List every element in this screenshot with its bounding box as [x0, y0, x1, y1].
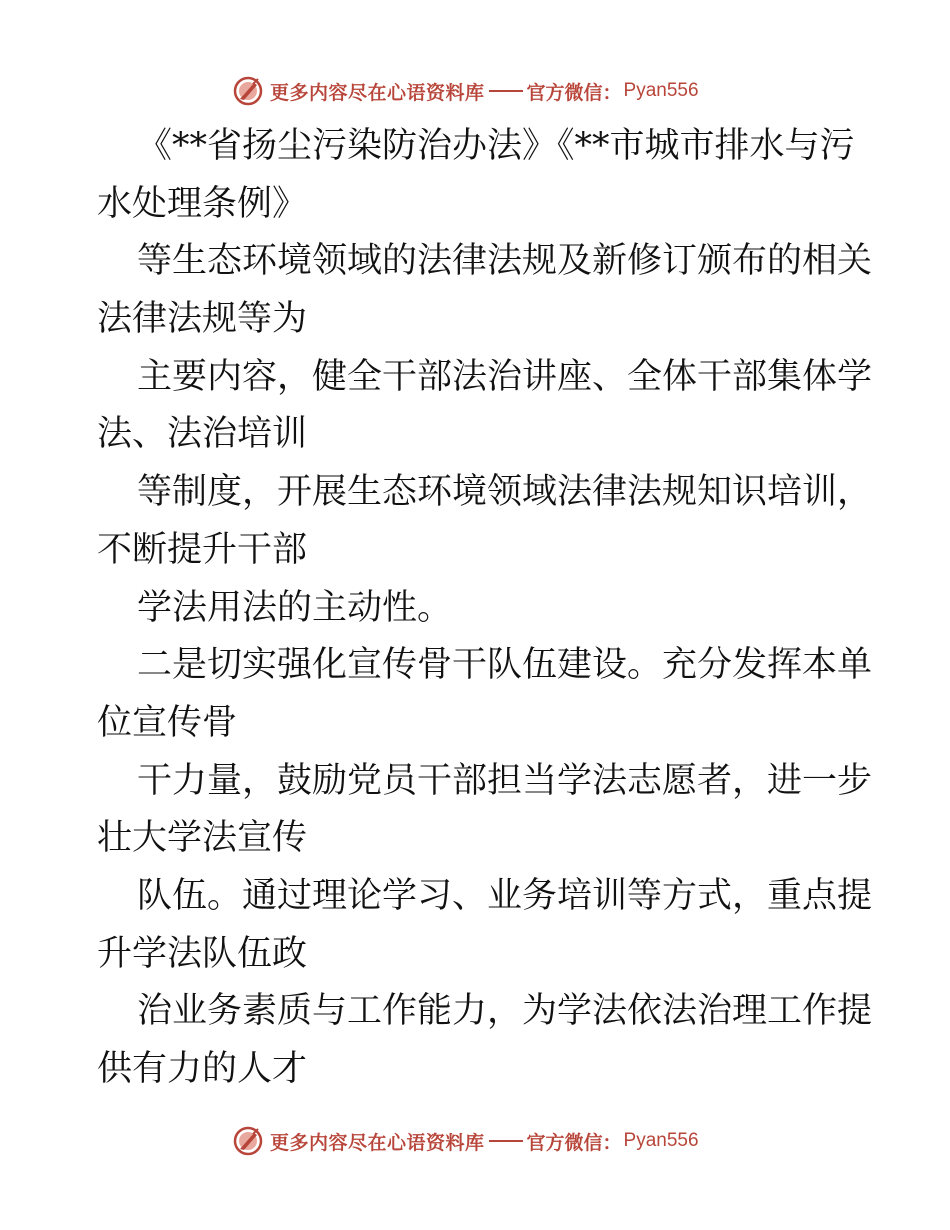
text-line: 队伍。通过理论学习、业务培训等方式，重点提: [137, 875, 873, 916]
quill-logo-icon: [232, 75, 264, 107]
text-line: 法、法治培训: [97, 414, 308, 455]
text-line: 不断提升干部: [97, 529, 308, 570]
quill-logo-icon: [232, 1125, 264, 1157]
footer-banner: [232, 1124, 699, 1158]
body-text: [97, 118, 873, 1099]
footer-wechat-label: 官方微信：: [526, 1131, 622, 1154]
text-line: 法律法规等为: [97, 299, 308, 340]
text-line: 升学法队伍政: [97, 933, 308, 974]
text-line: 位宣传骨: [97, 702, 238, 743]
header-dash: [489, 90, 523, 92]
text-line: 等制度，开展生态环境领域法律法规知识培训，: [137, 472, 873, 513]
text-line: 《**省扬尘污染防治办法》《**市城市排水与污: [137, 126, 855, 166]
footer-wechat-id: Pyan556: [623, 1130, 699, 1151]
header-wechat-label: 官方微信：: [526, 81, 622, 104]
text-line: 主要内容，健全干部法治讲座、全体干部集体学: [137, 356, 873, 397]
header-wechat-id: Pyan556: [623, 80, 699, 101]
text-line: 水处理条例》: [97, 183, 308, 224]
header-site-text: 更多内容尽在心语资料库: [270, 81, 485, 104]
header-banner: [232, 74, 699, 108]
text-line: 学法用法的主动性。: [137, 587, 453, 628]
footer-site-text: 更多内容尽在心语资料库: [270, 1131, 485, 1154]
footer-dash: [489, 1140, 523, 1142]
text-line: 治业务素质与工作能力，为学法依法治理工作提: [137, 991, 873, 1032]
text-line: 供有力的人才: [97, 1049, 308, 1089]
text-line: 等生态环境领域的法律法规及新修订颁布的相关: [137, 241, 873, 282]
text-line: 干力量，鼓励党员干部担当学法志愿者，进一步: [137, 760, 873, 801]
text-line: 壮大学法宣传: [97, 818, 308, 859]
text-line: 二是切实强化宣传骨干队伍建设。充分发挥本单: [137, 645, 873, 686]
